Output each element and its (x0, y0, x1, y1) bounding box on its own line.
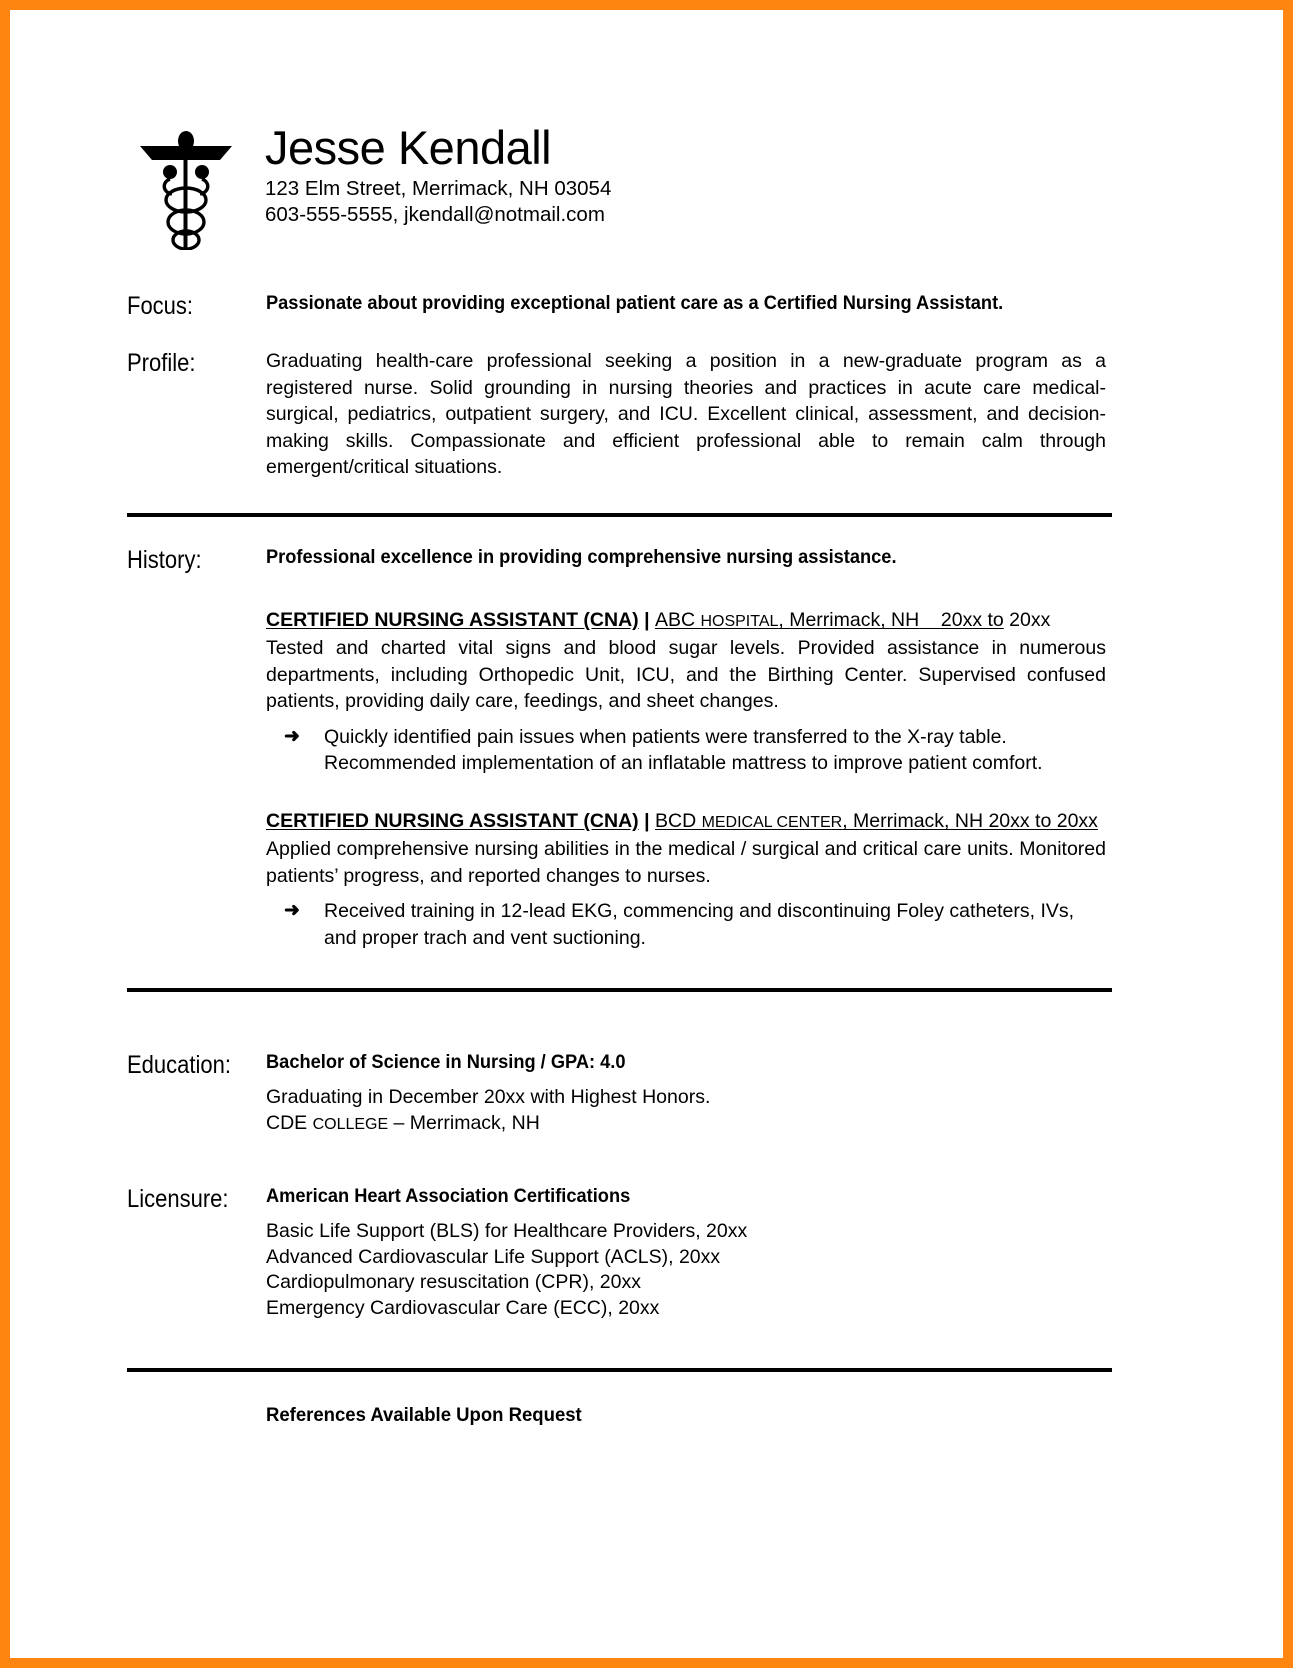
job-1-description: Tested and charted vital signs and blood sugar levels. Provided assistance in numerous departments, including Orthopedic Unit, ICU, and the Birthing Center. Supervised confused patients, providing daily care, feedings, and sheet changes. (266, 637, 1106, 712)
focus-body (266, 291, 1106, 317)
licensure-item: Emergency Cardiovascular Care (ECC), 20xx (266, 1296, 660, 1319)
job-2-body (266, 808, 1106, 951)
licensure-item: Basic Life Support (BLS) for Healthcare Providers, 20xx (266, 1220, 748, 1242)
focus-label: Focus: (127, 292, 194, 320)
education-school-line (266, 1111, 1106, 1138)
job-2-description: Applied comprehensive nursing abilities in the medical / surgical and critical care units. Monitored patients’ progress, and reported changes to nurses. (266, 838, 1106, 887)
footer-body (266, 1402, 1106, 1428)
education-school-name: COLLEGE (312, 1115, 389, 1133)
address-line: 123 Elm Street, Merrimack, NH 03054 (265, 177, 612, 200)
job-2-employer-group (655, 810, 1098, 832)
profile-label: Profile: (127, 349, 196, 377)
caduceus-icon (132, 124, 240, 250)
divider-after-profile (127, 513, 1112, 517)
job-2-employer-prefix: BCD (654, 810, 702, 832)
job-2-bullet-1 (266, 898, 1106, 951)
history-statement: Professional excellence in providing comprehensive nursing assistance. (266, 547, 897, 568)
education-label: Education: (127, 1051, 231, 1079)
licensure-body (266, 1184, 1106, 1321)
licensure-heading: American Heart Association Certifications (266, 1186, 631, 1207)
job-1-employer-name: HOSPITAL (700, 613, 779, 630)
education-graduation-line: Graduating in December 20xx with Highest Honors. (266, 1086, 711, 1108)
profile-body (266, 348, 1106, 481)
education-degree: Bachelor of Science in Nursing / GPA: 4.0 (266, 1052, 626, 1073)
job-1-separator: | (644, 609, 650, 631)
job-1-dates: 20xx to (940, 609, 1004, 631)
job-2-bullet-1-text: Received training in 12-lead EKG, commencing and discontinuing Foley catheters, IVs, and proper trach and vent suctioning. (324, 900, 1075, 949)
education-school-prefix: CDE (266, 1111, 313, 1134)
references-note: References Available Upon Request (266, 1404, 582, 1426)
job-2-separator: | (644, 810, 650, 832)
licensure-item: Cardiopulmonary resuscitation (CPR), 20xx (266, 1271, 641, 1293)
education-school-suffix: – Merrimack, NH (388, 1111, 540, 1134)
contact-line: 603-555-5555, jkendall@notmail.com (265, 203, 605, 226)
job-1-employer-group (655, 609, 1004, 631)
job-1-bullet-1-text: Quickly identified pain issues when patients were transferred to the X-ray table. Recommended implementation of an inflatable mattress to improve patient comfort. (324, 725, 1043, 774)
education-body (266, 1050, 1106, 1137)
resume-header (118, 120, 1130, 250)
history-body (266, 545, 1106, 571)
profile-text: Graduating health-care professional seeking a position in a new-graduate program as a registered nurse. Solid grounding in nursing theories and practices in acute care medical-surgical, pediatrics, outpatient surgery, and ICU. Excellent clinical, assessment, and decision-making skills. Compassionate and efficient professional able to remain calm through emergent/critical situations. (266, 350, 1106, 478)
focus-statement: Passionate about providing exceptional patient care as a Certified Nursing Assistant. (266, 293, 1004, 314)
job-1-role: CERTIFIED NURSING ASSISTANT (CNA) (266, 609, 639, 631)
job-1-body (266, 607, 1106, 777)
resume-page (10, 10, 1283, 1658)
divider-before-footer (127, 1368, 1112, 1372)
job-1-employer-prefix: ABC (654, 609, 701, 631)
job-2-employer-name: MEDICAL CENTER (701, 814, 843, 831)
licensure-item: Advanced Cardiovascular Life Support (ACLS), 20xx (266, 1245, 721, 1268)
arrow-bullet-icon: ➜ (284, 725, 300, 747)
job-2-location: , Merrimack, NH 20xx to 20xx (842, 810, 1098, 832)
arrow-bullet-icon: ➜ (284, 900, 300, 921)
divider-after-history (127, 988, 1112, 992)
job-2-role: CERTIFIED NURSING ASSISTANT (CNA) (266, 810, 639, 832)
page-title: Jesse Kendall (265, 121, 552, 174)
job-2-title-line (266, 808, 1106, 836)
job-1-location: , Merrimack, NH (778, 609, 920, 631)
resume-content-column (118, 10, 1130, 1658)
job-1-bullet-1 (266, 724, 1106, 777)
header-text-block (265, 120, 965, 228)
job-1-title-line (266, 607, 1106, 635)
job-1-dates-tail: 20xx (1003, 609, 1051, 631)
history-label: History: (127, 546, 202, 574)
licensure-label: Licensure: (127, 1185, 229, 1213)
